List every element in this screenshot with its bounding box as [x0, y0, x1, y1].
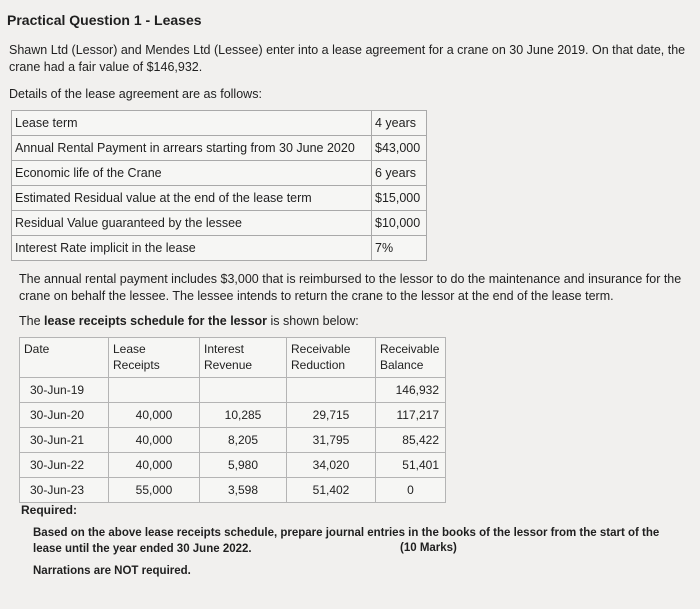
lease-receipts-schedule — [19, 337, 446, 503]
column-header-receivable-reduction: Receivable Reduction — [287, 338, 376, 378]
cell-date: 30-Jun-20 — [20, 403, 109, 428]
cell-interest-revenue: 5,980 — [200, 453, 287, 478]
schedule-intro-suffix: is shown below: — [267, 314, 359, 328]
cell-interest-revenue — [200, 378, 287, 403]
lease-details-table — [11, 110, 427, 261]
schedule-intro-prefix: The — [19, 314, 45, 328]
table-row — [12, 161, 427, 186]
detail-label: Economic life of the Crane — [12, 161, 372, 186]
cell-receivable-balance: 146,932 — [376, 378, 446, 403]
cell-receivable-balance: 85,422 — [376, 428, 446, 453]
detail-value: 6 years — [372, 161, 427, 186]
detail-label: Interest Rate implicit in the lease — [12, 236, 372, 261]
table-row — [20, 428, 446, 453]
table-row — [12, 186, 427, 211]
column-header-date: Date — [20, 338, 109, 378]
cell-date: 30-Jun-22 — [20, 453, 109, 478]
detail-value: $15,000 — [372, 186, 427, 211]
detail-value: $43,000 — [372, 136, 427, 161]
cell-receivable-balance: 117,217 — [376, 403, 446, 428]
cell-receivable-reduction: 51,402 — [287, 478, 376, 503]
cell-receivable-reduction: 34,020 — [287, 453, 376, 478]
table-row — [20, 478, 446, 503]
cell-date: 30-Jun-21 — [20, 428, 109, 453]
table-row — [12, 236, 427, 261]
detail-label: Estimated Residual value at the end of the lease term — [12, 186, 372, 211]
detail-label: Residual Value guaranteed by the lessee — [12, 211, 372, 236]
cell-receivable-balance: 0 — [376, 478, 446, 503]
cell-receivable-reduction — [287, 378, 376, 403]
cell-date: 30-Jun-19 — [20, 378, 109, 403]
cell-interest-revenue: 8,205 — [200, 428, 287, 453]
required-text: Based on the above lease receipts schedule, prepare journal entries in the books of the lessor from the start of the lease until the year ended 30 June 2022. — [33, 527, 660, 555]
cell-receivable-balance: 51,401 — [376, 453, 446, 478]
note-paragraph: The annual rental payment includes $3,000 that is reimbursed to the lessor to do the maintenance and insurance for the crane on behalf the lessee. The lessee intends to return the crane to the lessor at the end of the lease term. — [19, 272, 682, 303]
cell-lease-receipts: 40,000 — [109, 403, 200, 428]
table-row — [12, 136, 427, 161]
table-row — [20, 453, 446, 478]
cell-interest-revenue: 3,598 — [200, 478, 287, 503]
question-title: Practical Question 1 - Leases — [7, 12, 202, 28]
detail-label: Annual Rental Payment in arrears starting from 30 June 2020 — [12, 136, 372, 161]
column-header-lease-receipts: Lease Receipts — [109, 338, 200, 378]
cell-interest-revenue: 10,285 — [200, 403, 287, 428]
table-row — [20, 403, 446, 428]
marks-label: (10 Marks) — [400, 542, 457, 554]
cell-receivable-reduction: 31,795 — [287, 428, 376, 453]
table-row — [20, 378, 446, 403]
cell-lease-receipts: 40,000 — [109, 428, 200, 453]
detail-label: Lease term — [12, 111, 372, 136]
column-header-receivable-balance: Receivable Balance — [376, 338, 446, 378]
column-header-interest-revenue: Interest Revenue — [200, 338, 287, 378]
details-heading: Details of the lease agreement are as follows: — [9, 87, 262, 101]
schedule-header-row — [20, 338, 446, 378]
detail-value: $10,000 — [372, 211, 427, 236]
schedule-intro — [19, 313, 359, 330]
cell-lease-receipts: 55,000 — [109, 478, 200, 503]
schedule-intro-bold: lease receipts schedule for the lessor — [44, 314, 268, 328]
cell-date: 30-Jun-23 — [20, 478, 109, 503]
cell-receivable-reduction: 29,715 — [287, 403, 376, 428]
detail-value: 7% — [372, 236, 427, 261]
cell-lease-receipts — [109, 378, 200, 403]
table-row — [12, 111, 427, 136]
table-row — [12, 211, 427, 236]
detail-value: 4 years — [372, 111, 427, 136]
cell-lease-receipts: 40,000 — [109, 453, 200, 478]
intro-paragraph: Shawn Ltd (Lessor) and Mendes Ltd (Lessee) enter into a lease agreement for a crane on 30 June 2019. On that date, the crane had a fair value of $146,932. — [9, 43, 686, 74]
required-label: Required: — [21, 503, 78, 517]
narrations-note: Narrations are NOT required. — [33, 565, 191, 577]
